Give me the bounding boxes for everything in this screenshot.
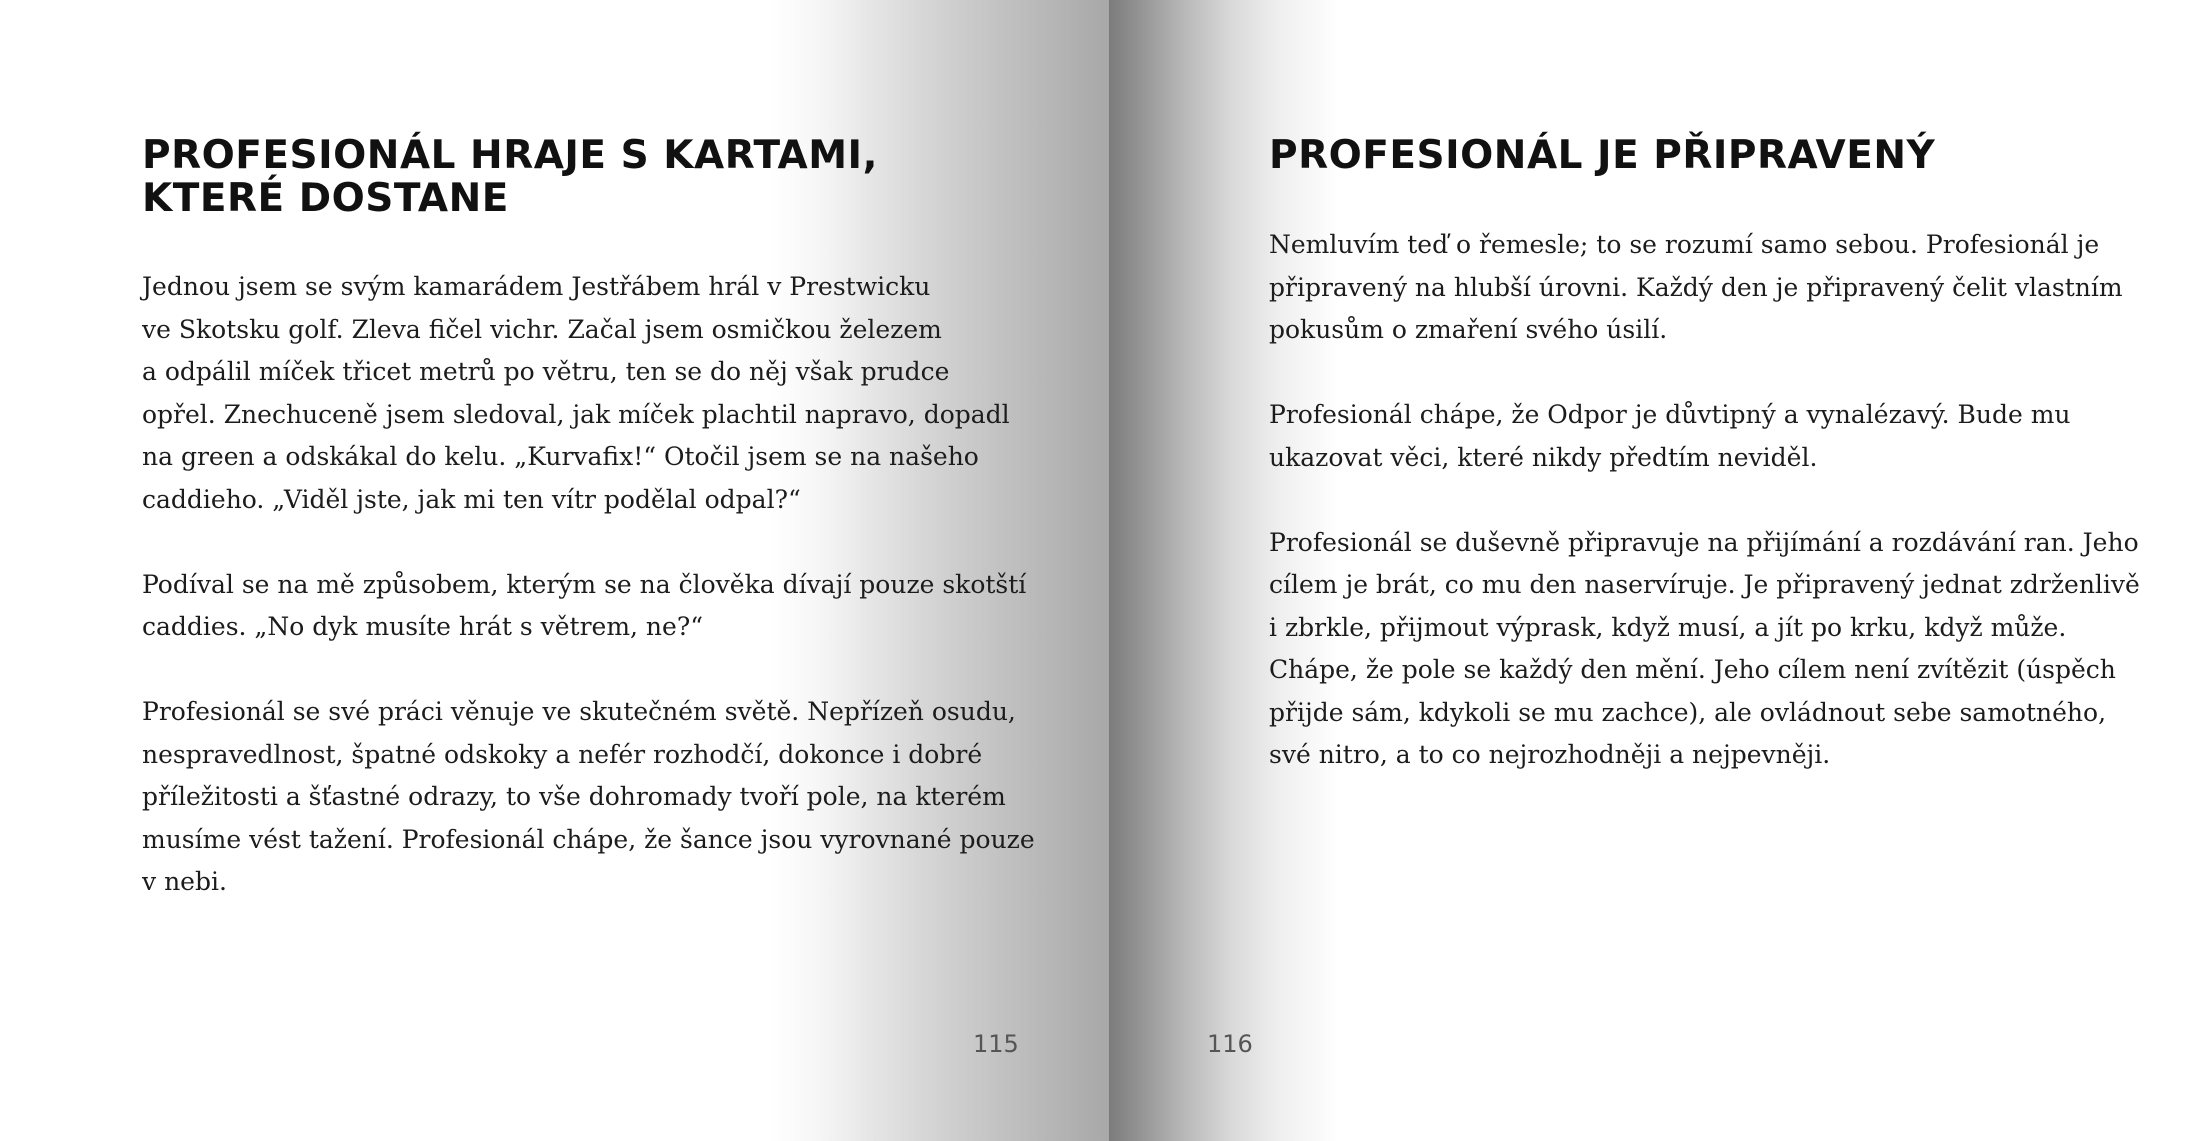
right-page-body xyxy=(1269,224,2169,777)
right-page-heading: PROFESIONÁL JE PŘIPRAVENÝ xyxy=(1269,133,1936,178)
right-paragraph-1: Nemluvím teď o řemesle; to se rozumí samo sebou. Profesionál je připravený na hlubší úrovni. Každý den je připravený čelit vlastním pokusům o zmaření svého úsilí. xyxy=(1269,230,2123,344)
right-paragraph-2: Profesionál chápe, že Odpor je důvtipný a vynalézavý. Bude mu ukazovat věci, které nikdy předtím neviděl. xyxy=(1269,400,2071,472)
left-page-body xyxy=(142,266,1042,904)
left-page-number: 115 xyxy=(973,1030,1019,1058)
left-paragraph-2: Podíval se na mě způsobem, kterým se na člověka dívají pouze skotští caddies. „No dyk musíte hrát s větrem, ne?“ xyxy=(142,569,1027,641)
right-page-number: 116 xyxy=(1207,1030,1253,1058)
left-paragraph-3: Profesionál se své práci věnuje ve skutečném světě. Nepřízeň osudu, nespravedlnost, špatné odskoky a nefér rozhodčí, dokonce i dobré příležitosti a šťastné odrazy, to vše dohromady tvoří pole, na kterém musíme vést tažení. Profesionál chápe, že šance jsou vyrovnané pouze v nebi. xyxy=(142,697,1035,896)
right-paragraph-3: Profesionál se duševně připravuje na přijímání a rozdávání ran. Jeho cílem je brát, co mu den naservíruje. Je připravený jednat zdrženlivě i zbrkle, přijmout výprask, když musí, a jít po krku, když může. Chápe, že pole se každý den mění. Jeho cílem není zvítězit (úspěch přijde sám, kdykoli se mu zachce), ale ovládnout sebe samotného, své nitro, a to co nejrozhodněji a nejpevněji. xyxy=(1269,527,2140,769)
right-page xyxy=(1109,0,2212,1141)
left-paragraph-1: Jednou jsem se svým kamarádem Jestřábem hrál v Prestwicku ve Skotsku golf. Zleva fičel vichr. Začal jsem osmičkou železem a odpálil míček třicet metrů po větru, ten se do něj však prudce opřel. Znechuceně jsem sledoval, jak míček plachtil napravo, dopadl na green a odskákal do kelu. „Kurvafix!“ Otočil jsem se na našeho caddieho. „Viděl jste, jak mi ten vítr podělal odpal?“ xyxy=(142,272,1010,514)
left-page-heading: PROFESIONÁL HRAJE S KARTAMI, KTERÉ DOSTANE xyxy=(142,133,878,221)
